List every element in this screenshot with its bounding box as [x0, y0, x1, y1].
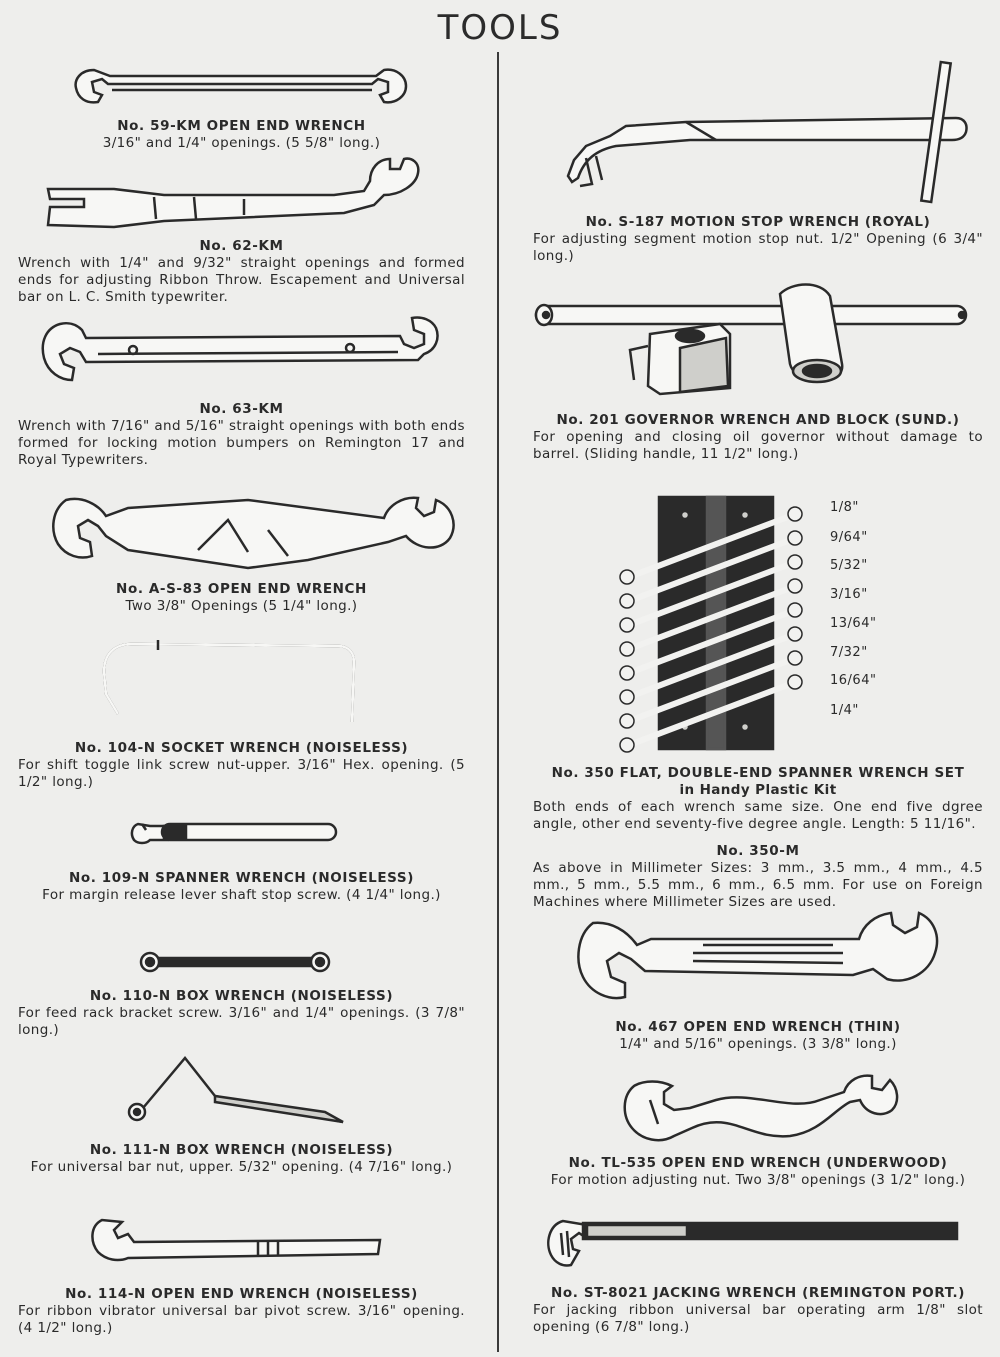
tool-description: Wrench with 7/16" and 5/16" straight openings with both ends formed for locking motion bumpers on Remington 17 and Royal Typewriters. [18, 418, 465, 468]
wrench-63-km-illustration [38, 314, 442, 394]
tool-title: No. TL-535 OPEN END WRENCH (UNDERWOOD) [568, 1155, 948, 1171]
tool-entry-114-n [18, 1286, 465, 1337]
tool-entry-63-km [18, 401, 465, 469]
tool-description: 1/4" and 5/16" openings. (3 3/8" long.) [619, 1036, 897, 1052]
tool-title: No. 104-N SOCKET WRENCH (NOISELESS) [74, 740, 409, 756]
wrench-201-illustration [530, 268, 975, 398]
wrench-a-s-83-illustration [48, 490, 458, 580]
wrench-size-label: 9/64" [830, 530, 868, 545]
wrench-size-label: 13/64" [830, 616, 877, 631]
tool-description: For shift toggle link screw nut-upper. 3/16" Hex. opening. (5 1/2" long.) [18, 757, 465, 790]
wrench-tl-535-illustration [620, 1070, 900, 1155]
tool-entry-350-m [533, 843, 983, 911]
tool-title: No. 114-N OPEN END WRENCH (NOISELESS) [65, 1286, 418, 1302]
wrench-104-n-illustration [92, 632, 382, 732]
tool-title: No. 62-KM [199, 238, 284, 254]
tool-entry-tl-535 [533, 1155, 983, 1189]
tool-entry-104-n [18, 740, 465, 791]
tool-description: As above in Millimeter Sizes: 3 mm., 3.5 mm., 4 mm., 4.5 mm., 5 mm., 5.5 mm., 6 mm., 6.5 mm. For use on Foreign Machines where Millimeter Sizes are used. [533, 860, 983, 910]
wrench-s-187-illustration [566, 60, 971, 210]
tool-description: For motion adjusting nut. Two 3/8" openings (3 1/2" long.) [550, 1172, 966, 1188]
tool-title: No. 59-KM OPEN END WRENCH [117, 118, 366, 134]
wrench-111-n-illustration [125, 1050, 350, 1125]
tool-entry-111-n [18, 1142, 465, 1176]
tool-entry-62-km [18, 238, 465, 306]
tool-description: For margin release lever shaft stop screw. (4 1/4" long.) [42, 887, 441, 903]
tool-title: No. 467 OPEN END WRENCH (THIN) [615, 1019, 901, 1035]
tool-entry-109-n [18, 870, 465, 904]
tool-entry-s-187 [533, 214, 983, 265]
wrench-467-illustration [573, 905, 941, 1010]
tool-title: No. ST-8021 JACKING WRENCH (REMINGTON PORT.) [551, 1285, 965, 1301]
tool-description: For jacking ribbon universal bar operating arm 1/8" slot opening (6 7/8" long.) [533, 1302, 983, 1335]
tool-entry-350 [533, 765, 983, 833]
tool-title: No. 201 GOVERNOR WRENCH AND BLOCK (SUND.) [556, 412, 960, 428]
tool-entry-467 [533, 1019, 983, 1053]
tool-entry-st-8021 [533, 1285, 983, 1336]
tool-subtitle: in Handy Plastic Kit [679, 782, 837, 798]
tool-entry-110-n [18, 988, 465, 1039]
tool-description: For feed rack bracket screw. 3/16" and 1/4" openings. (3 7/8" long.) [18, 1005, 465, 1038]
column-divider [497, 52, 499, 1352]
wrench-set-350-kit-illustration [615, 493, 820, 753]
wrench-size-label: 1/4" [830, 703, 859, 718]
tool-description: Wrench with 1/4" and 9/32" straight openings and formed ends for adjusting Ribbon Throw. Escapement and Universal bar on L. C. Smith typewriter. [18, 255, 465, 305]
tool-description: For ribbon vibrator universal bar pivot screw. 3/16" opening. (4 1/2" long.) [18, 1303, 465, 1336]
wrench-size-label: 5/32" [830, 558, 868, 573]
tool-description: 3/16" and 1/4" openings. (5 5/8" long.) [102, 135, 381, 151]
wrench-size-label: 16/64" [830, 673, 877, 688]
tool-title: No. 109-N SPANNER WRENCH (NOISELESS) [69, 870, 414, 886]
tool-title: No. 350-M [716, 843, 800, 859]
tool-title: No. S-187 MOTION STOP WRENCH (ROYAL) [585, 214, 931, 230]
wrench-size-label: 7/32" [830, 645, 868, 660]
wrench-59-km-illustration [72, 62, 412, 112]
tool-description: Two 3/8" Openings (5 1/4" long.) [125, 598, 358, 614]
wrench-size-label: 1/8" [830, 500, 859, 515]
wrench-size-label: 3/16" [830, 587, 868, 602]
tool-description: Both ends of each wrench same size. One end five dgree angle, other end seventy-five degree angle. Length: 5 11/16". [533, 799, 983, 832]
tool-description: For adjusting segment motion stop nut. 1/2" Opening (6 3/4" long.) [533, 231, 983, 264]
wrench-st-8021-illustration [543, 1215, 963, 1270]
tool-title: No. 110-N BOX WRENCH (NOISELESS) [89, 988, 394, 1004]
tool-entry-a-s-83 [18, 581, 465, 615]
tool-title: No. 350 FLAT, DOUBLE-END SPANNER WRENCH SET [551, 765, 965, 781]
page-title: TOOLS [437, 8, 563, 48]
wrench-62-km-illustration [44, 155, 424, 235]
tool-title: No. A-S-83 OPEN END WRENCH [116, 581, 367, 597]
wrench-114-n-illustration [88, 1212, 388, 1267]
tool-title: No. 63-KM [199, 401, 284, 417]
tool-entry-59-km [18, 118, 465, 152]
tool-description: For universal bar nut, upper. 5/32" opening. (4 7/16" long.) [30, 1159, 453, 1175]
wrench-110-n-illustration [138, 950, 333, 974]
tool-entry-201 [533, 412, 983, 463]
wrench-109-n-illustration [128, 818, 343, 848]
tool-description: For opening and closing oil governor without damage to barrel. (Sliding handle, 11 1/2" long.) [533, 429, 983, 462]
tool-title: No. 111-N BOX WRENCH (NOISELESS) [89, 1142, 394, 1158]
